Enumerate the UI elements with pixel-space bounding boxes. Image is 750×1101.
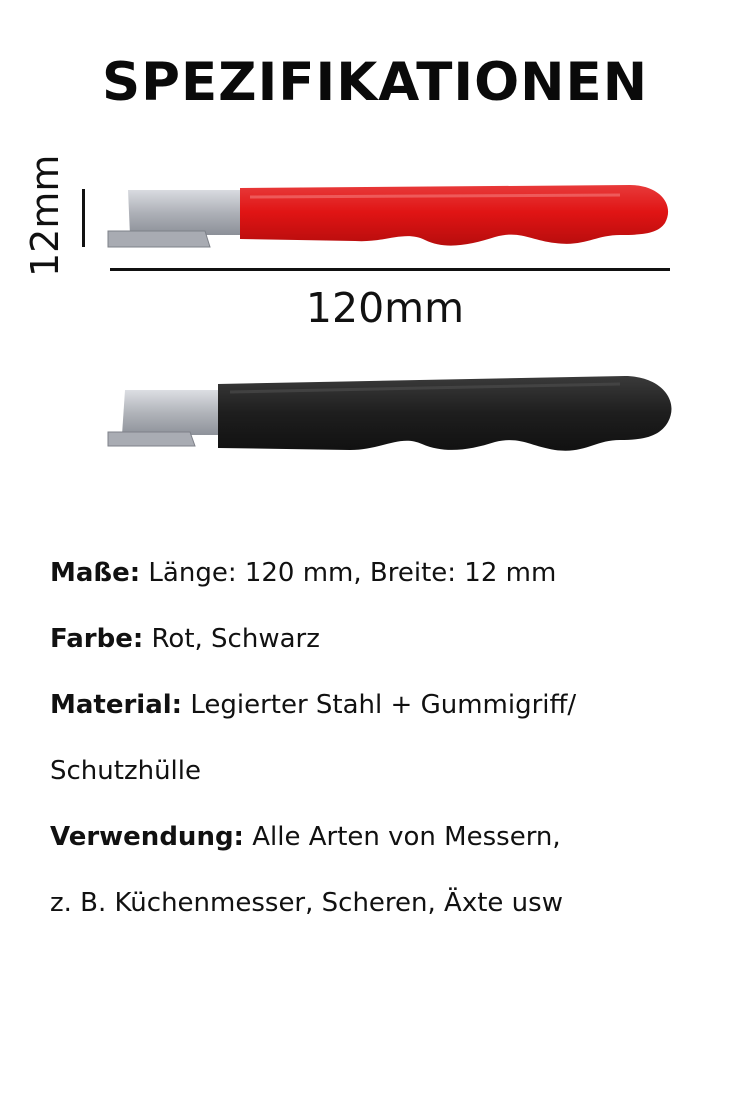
- length-dimension-line: [110, 268, 670, 271]
- spec-color: [50, 606, 710, 672]
- spec-usage: [50, 804, 710, 870]
- red-sharpener-image: [100, 175, 680, 275]
- width-label: 12mm: [23, 154, 67, 277]
- spec-usage-key: Verwendung:: [50, 822, 244, 852]
- blade: [128, 190, 245, 235]
- spec-list: [50, 540, 710, 936]
- spec-size-key: Maße:: [50, 558, 141, 588]
- length-label: 120mm: [305, 284, 465, 332]
- blade-edge: [108, 432, 195, 446]
- spec-color-key: Farbe:: [50, 624, 144, 654]
- black-sharpener-image: [100, 370, 680, 470]
- blade-edge: [108, 231, 210, 247]
- spec-usage-cont: z. B. Küchenmesser, Scheren, Äxte usw: [50, 888, 563, 918]
- spec-material-value: Legierter Stahl + Gummigriff/: [190, 690, 577, 720]
- spec-material-cont: Schutzhülle: [50, 756, 201, 786]
- spec-size-value: Länge: 120 mm, Breite: 12 mm: [148, 558, 557, 588]
- spec-material-key: Material:: [50, 690, 183, 720]
- spec-size: [50, 540, 710, 606]
- spec-usage-value: Alle Arten von Messern,: [252, 822, 561, 852]
- blade: [122, 390, 225, 435]
- width-dimension: [20, 154, 80, 277]
- spec-color-value: Rot, Schwarz: [151, 624, 320, 654]
- width-dimension-line: [82, 189, 85, 247]
- spec-material: [50, 672, 710, 738]
- page-title: SPEZIFIKATIONEN: [101, 52, 649, 113]
